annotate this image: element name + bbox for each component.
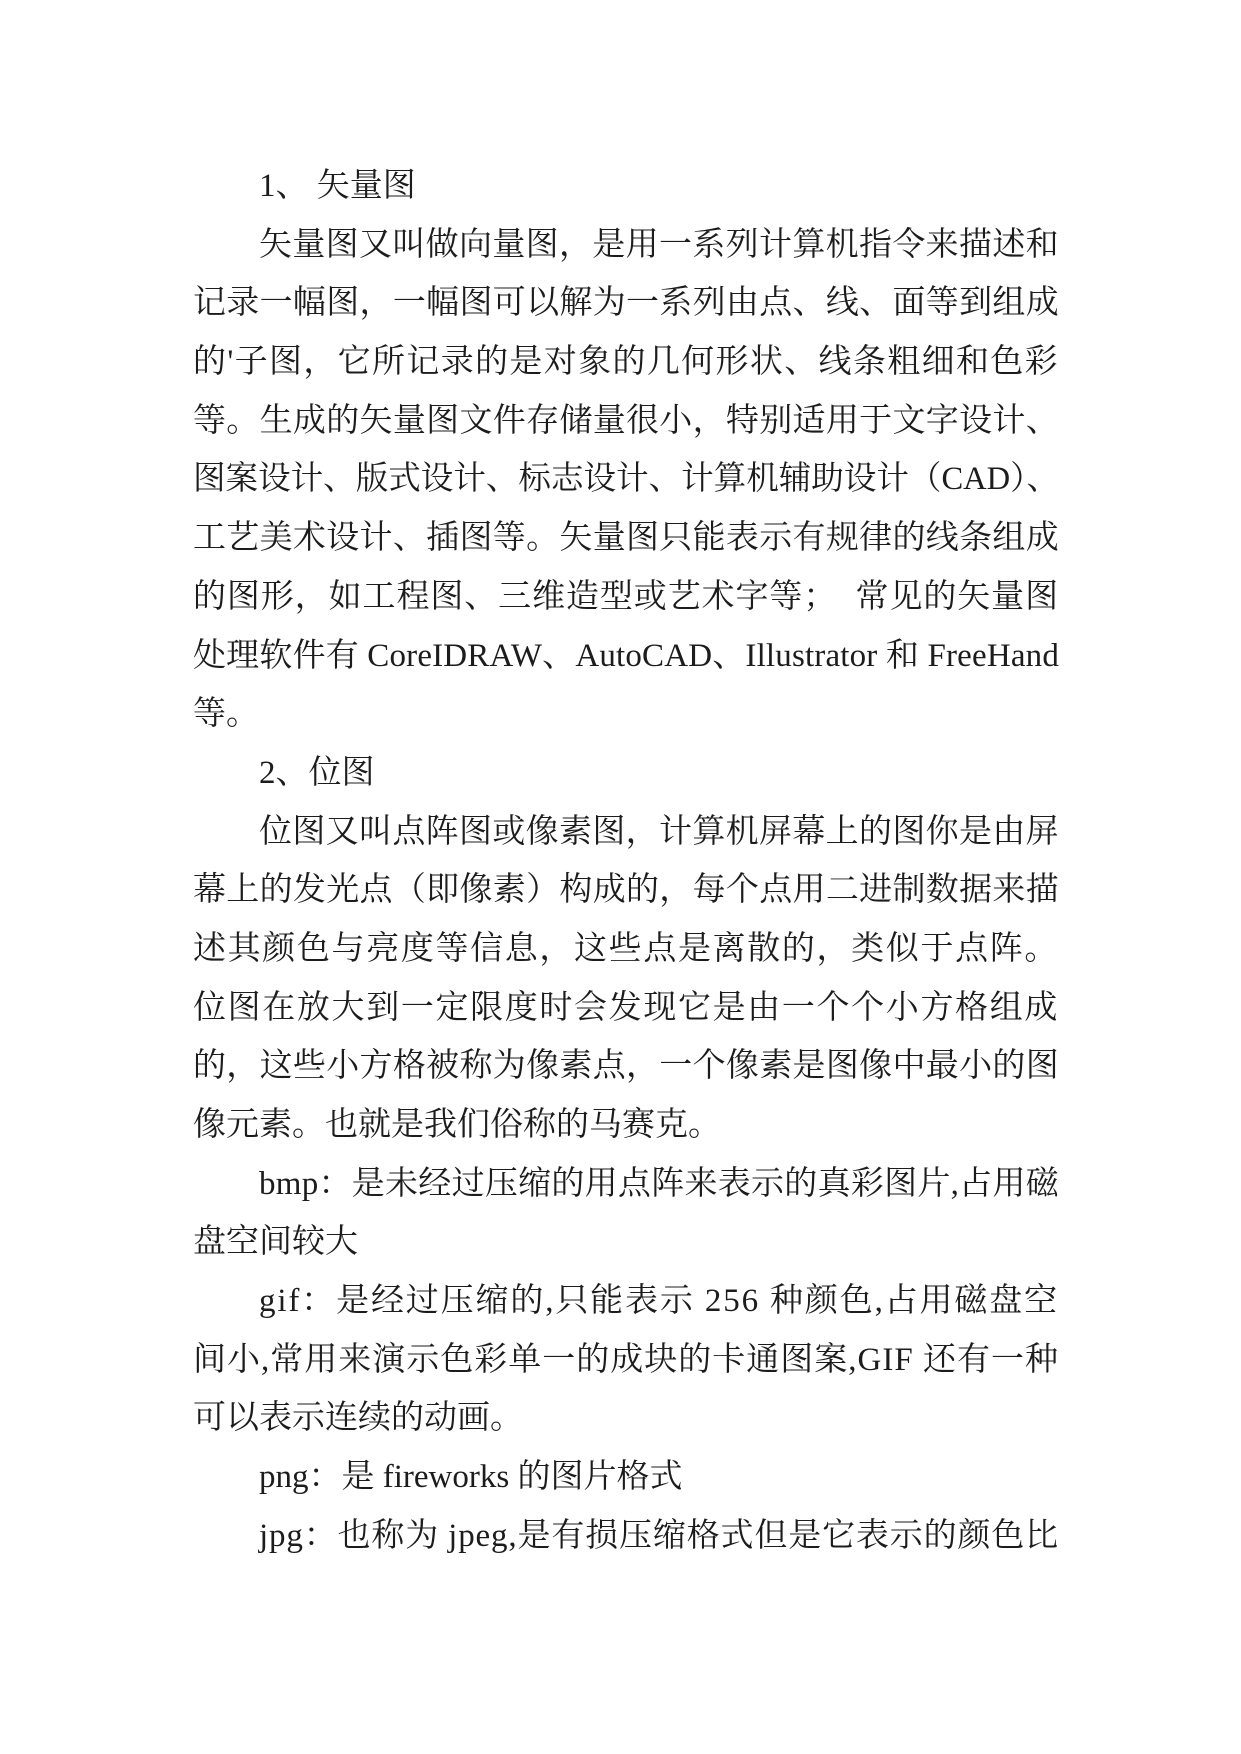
document-body	[193, 157, 1059, 1566]
line-text: 盘空间较大	[193, 1224, 358, 1261]
line-text: 的图形，如工程图、三维造型或艺术字等； 常见的矢量图	[193, 578, 1059, 615]
line-text: jpg：也称为 jpeg,是有损压缩格式但是它表示的颜色比	[259, 1517, 1059, 1554]
line-text: 述其颜色与亮度等信息，这些点是离散的，类似于点阵。	[193, 930, 1059, 967]
paragraph-line	[193, 920, 1059, 979]
paragraph-line	[193, 392, 1059, 451]
line-text: 等。生成的矢量图文件存储量很小，特别适用于文字设计、	[193, 402, 1059, 439]
paragraph-line-bmp	[193, 1213, 1059, 1272]
paragraph-line	[193, 216, 1059, 275]
line-text: 处理软件有 CoreIDRAW、AutoCAD、Illustrator 和 FreeHand	[193, 637, 1059, 674]
paragraph-line	[193, 274, 1059, 333]
paragraph-line-gif	[193, 1389, 1059, 1448]
line-text: 位图又叫点阵图或像素图，计算机屏幕上的图你是由屏	[259, 813, 1059, 850]
line-text: 记录一幅图，一幅图可以解为一系列由点、线、面等到组成	[193, 285, 1059, 322]
paragraph-line	[193, 979, 1059, 1038]
paragraph-line-jpg	[193, 1507, 1059, 1566]
paragraph-line	[193, 685, 1059, 744]
line-text: 工艺美术设计、插图等。矢量图只能表示有规律的线条组成	[193, 520, 1059, 557]
line-text: 可以表示连续的动画。	[193, 1400, 523, 1437]
paragraph-line	[193, 509, 1059, 568]
paragraph-line	[193, 1037, 1059, 1096]
line-text: 矢量图又叫做向量图，是用一系列计算机指令来描述和	[259, 226, 1059, 263]
paragraph-line	[193, 803, 1059, 862]
line-text: 的，这些小方格被称为像素点，一个像素是图像中最小的图	[193, 1048, 1059, 1085]
heading-vector-graphics	[193, 157, 1059, 216]
line-text: 幕上的发光点（即像素）构成的，每个点用二进制数据来描	[193, 872, 1059, 909]
paragraph-line	[193, 450, 1059, 509]
heading-text: 1、 矢量图	[259, 168, 416, 204]
paragraph-line-gif	[193, 1272, 1059, 1331]
line-text: gif：是经过压缩的,只能表示 256 种颜色,占用磁盘空	[259, 1283, 1059, 1320]
paragraph-line	[193, 333, 1059, 392]
line-text: 等。	[193, 696, 259, 733]
line-text: png：是 fireworks 的图片格式	[259, 1459, 683, 1496]
paragraph-line	[193, 861, 1059, 920]
paragraph-line-bmp	[193, 1155, 1059, 1214]
heading-bitmap	[193, 744, 1059, 803]
line-text: 像元素。也就是我们俗称的马赛克。	[193, 1107, 721, 1143]
heading-text: 2、位图	[259, 754, 375, 791]
line-text: bmp：是未经过压缩的用点阵来表示的真彩图片,占用磁	[259, 1165, 1059, 1202]
paragraph-line-gif	[193, 1331, 1059, 1390]
line-text: 位图在放大到一定限度时会发现它是由一个个小方格组成	[193, 989, 1059, 1026]
paragraph-line-png	[193, 1448, 1059, 1507]
paragraph-line	[193, 1096, 1059, 1155]
paragraph-line	[193, 627, 1059, 686]
line-text: 间小,常用来演示色彩单一的成块的卡通图案,GIF 还有一种	[193, 1341, 1059, 1378]
line-text: 图案设计、版式设计、标志设计、计算机辅助设计（CAD）、	[193, 461, 1059, 498]
paragraph-line	[193, 568, 1059, 627]
line-text: 的'子图，它所记录的是对象的几何形状、线条粗细和色彩	[193, 344, 1059, 381]
